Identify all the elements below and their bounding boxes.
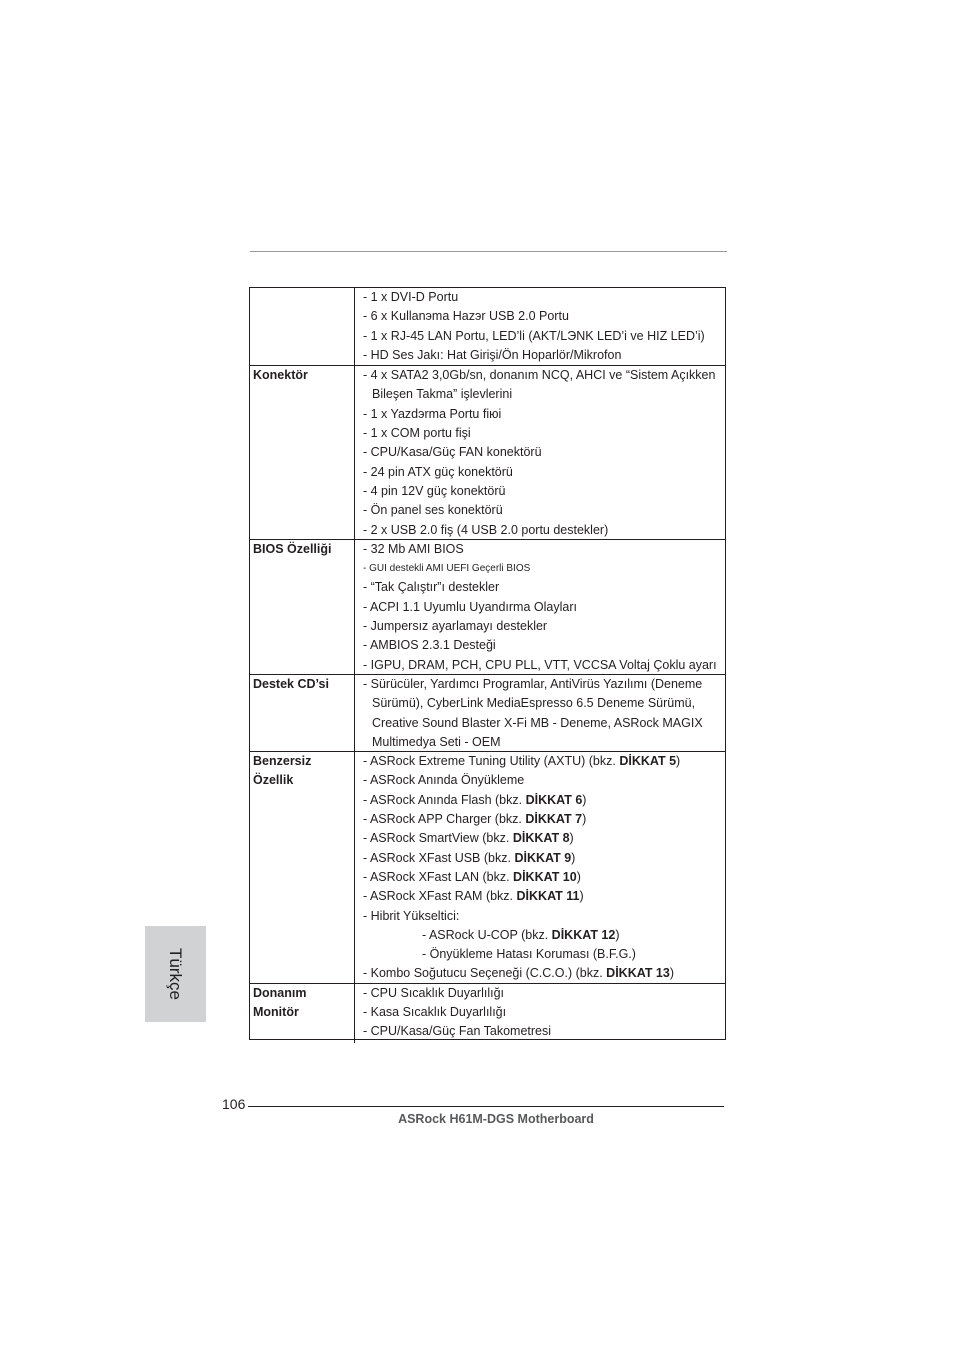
spec-item-text: - Hibrit Yükseltici: [363,908,460,923]
spec-item-text: - 4 pin 12V güç konektörü [363,483,506,498]
spec-item [363,598,725,617]
spec-item-text: - 2 x USB 2.0 fiş (4 USB 2.0 portu destekler) [363,522,609,537]
spec-item [363,424,725,443]
spec-item [363,907,725,926]
note-reference: DİKKAT 7 [525,812,583,827]
section-label-line: BIOS Özelliği [253,541,332,556]
spec-item [363,926,725,945]
spec-item-text: - 1 x RJ-45 LAN Portu, LED’li (AKT/LЭNK LED’i ve HIZ LED’i) [363,328,705,343]
section-items [363,540,725,675]
spec-section [250,751,725,984]
section-label-line: Monitör [253,1005,299,1020]
spec-item-suffix: ) [579,889,584,904]
spec-item-suffix: ) [576,869,581,884]
section-items [363,288,725,365]
note-reference: DİKKAT 13 [606,966,670,981]
top-rule [250,251,727,252]
spec-item-suffix: ) [582,792,587,807]
language-tab [145,926,206,1022]
spec-item-text: - IGPU, DRAM, PCH, CPU PLL, VTT, VCCSA Voltaj Çoklu ayarı [363,657,717,672]
spec-item [363,694,725,713]
spec-item [363,366,725,385]
spec-item [363,521,725,540]
note-reference: DİKKAT 9 [514,850,572,865]
note-reference: DİKKAT 10 [513,869,577,884]
spec-item [363,714,725,733]
spec-item-text: - AMBIOS 2.3.1 Desteği [363,638,496,653]
spec-item-text: - ASRock XFast USB (bkz. [363,850,515,865]
spec-item-text: Sürümü), CyberLink MediaEspresso 6.5 Deneme Sürümü, [372,696,696,711]
spec-item [363,636,725,655]
spec-item-suffix: ) [669,966,675,981]
spec-item-text: - ASRock SmartView (bkz. [363,831,513,846]
spec-item-text: Creative Sound Blaster X-Fi MB - Deneme, ASRock MAGIX [372,715,703,730]
spec-item [363,327,725,346]
section-items [363,366,725,540]
spec-item [363,868,725,887]
spec-item [363,1003,725,1022]
spec-item-text: - ASRock XFast LAN (bkz. [363,869,514,884]
spec-item [363,945,725,964]
spec-item-text: - 1 x DVI-D Portu [363,290,459,304]
spec-item-text: - “Tak Çalıştır”ı destekler [363,580,500,595]
spec-item [363,501,725,520]
language-tab-label: Türkçe [166,948,185,1000]
spec-item-text: - 4 x SATA2 3,0Gb/sn, donanım NCQ, AHCI ve “Sistem Açıkken [363,368,716,383]
section-label-line: Özellik [253,773,294,788]
spec-item [363,984,725,1003]
spec-item-text: - Ön panel ses konektörü [363,503,503,518]
spec-item [363,385,725,404]
spec-item-text: Multimedya Seti - OEM [372,734,501,749]
spec-item [363,849,725,868]
spec-item-text: - 1 x Yazdэrma Portu fiюi [363,406,502,421]
spec-section [250,983,725,1042]
spec-item [363,829,725,848]
spec-item [363,752,725,771]
section-label-line: Donanım [253,985,307,1000]
section-label-line: Benzersiz [253,754,312,769]
section-label [253,366,351,385]
section-label-line: Konektör [253,368,308,383]
section-label [253,984,351,1023]
spec-item [363,1022,725,1041]
spec-item-text: - 32 Mb AMI BIOS [363,541,464,556]
spec-item-text: - CPU Sıcaklık Duyarlılığı [363,985,505,1000]
note-reference: DİKKAT 5 [619,754,677,769]
spec-item [363,578,725,597]
spec-item [363,964,725,983]
spec-item-suffix: ) [676,754,681,769]
spec-item [363,675,725,694]
spec-item [363,443,725,462]
spec-item-text: Bileşen Takma” işlevlerini [372,387,513,402]
spec-section [250,288,725,365]
spec-item-suffix: ) [571,850,576,865]
spec-item-text: - 1 x COM portu fişi [363,426,471,441]
spec-item [363,307,725,326]
spec-item-text: - ASRock U-COP (bkz. [422,927,552,942]
spec-item [363,771,725,790]
note-reference: DİKKAT 8 [512,831,570,846]
specifications-table [249,287,726,1040]
spec-item-text: - GUI destekli AMI UEFI Geçerli BIOS [363,563,531,575]
spec-item [363,656,725,675]
spec-item [363,463,725,482]
spec-item-text: - Kombo Soğutucu Seçeneği (C.C.O.) (bkz. [363,966,607,981]
spec-item-text: - ASRock Anında Flash (bkz. [363,792,526,807]
spec-item [363,810,725,829]
spec-item-text: - Önyükleme Hatası Koruması (B.F.G.) [422,947,636,962]
section-label-line: Destek CD’si [253,677,329,691]
section-label [253,675,351,694]
spec-item-text: - Sürücüler, Yardımcı Programlar, AntiVirüs Yazılımı (Deneme [363,677,703,691]
spec-item [363,405,725,424]
spec-item-text: - ASRock Extreme Tuning Utility (AXTU) (bkz. [363,754,620,769]
spec-item [363,346,725,365]
section-items [363,984,725,1042]
spec-item-text: - HD Ses Jakı: Hat Girişi/Ön Hoparlör/Mikrofon [363,347,622,362]
page-number: 106 [222,1096,246,1112]
footer-title: ASRock H61M-DGS Motherboard [398,1112,594,1126]
spec-item-text: - ACPI 1.1 Uyumlu Uyandırma Olayları [363,599,577,614]
spec-item-text: - 6 x Kullanэma Hazэr USB 2.0 Portu [363,309,569,324]
spec-item [363,887,725,906]
spec-item-text: - ASRock APP Charger (bkz. [363,812,526,827]
spec-item-text: - ASRock Anında Önyükleme [363,773,525,788]
note-reference: DİKKAT 11 [516,889,580,904]
spec-item [363,288,725,307]
spec-item-suffix: ) [569,831,574,846]
spec-item [363,559,725,578]
spec-section [250,539,725,675]
spec-item-text: - CPU/Kasa/Güç FAN konektörü [363,445,542,460]
spec-section [250,674,725,752]
section-label [253,540,351,559]
spec-item [363,791,725,810]
spec-item-text: - Jumpersız ayarlamayı destekler [363,619,548,634]
note-reference: DİKKAT 12 [551,927,616,942]
section-items [363,675,725,752]
footer-rule [248,1106,724,1107]
spec-item [363,733,725,752]
spec-item-text: - ASRock XFast RAM (bkz. [363,889,517,904]
spec-section [250,365,725,540]
spec-item [363,617,725,636]
section-label [253,752,351,791]
spec-item-text: - CPU/Kasa/Güç Fan Takometresi [363,1024,552,1039]
spec-item [363,540,725,559]
spec-item-suffix: ) [582,812,587,827]
spec-item-suffix: ) [615,927,620,942]
spec-item-text: - Kasa Sıcaklık Duyarlılığı [363,1005,507,1020]
spec-item-text: - 24 pin ATX güç konektörü [363,464,513,479]
section-items [363,752,725,984]
spec-item [363,482,725,501]
note-reference: DİKKAT 6 [525,792,583,807]
